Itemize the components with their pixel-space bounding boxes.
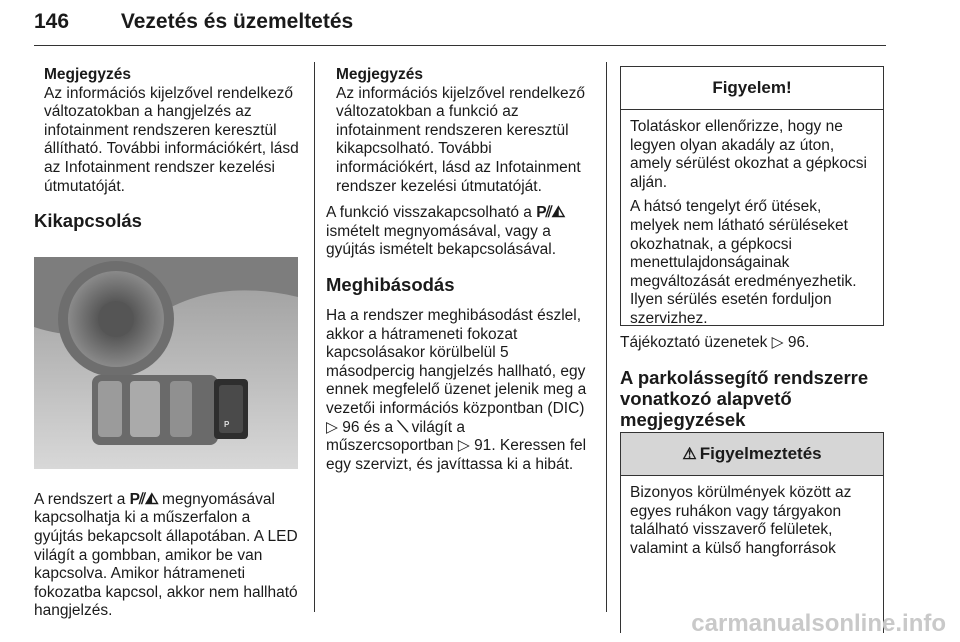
warning-header	[621, 433, 883, 476]
warning-body	[621, 476, 883, 566]
para2-d: . Keressen fel egy szervizt, és javíttassa ki a hibát.	[326, 437, 587, 473]
page-ref-96[interactable]: 96	[787, 334, 806, 351]
note-title: Megjegyzés	[336, 66, 424, 83]
para-after: megnyomásával kapcsolhatja ki a műszerfalon a gyújtás bekapcsolt állapotában. A LED világít a gombban, amikor be van kapcsolva. Amikor hátrameneti fokozatba kapcsol, akkor nem hallható hangjelzés.	[34, 490, 298, 620]
caution-title: Figyelem!	[621, 67, 883, 110]
para2-a: Ha a rendszer meghibásodást észlel, akkor a hátrameneti fokozat kapcsolásakor körülbelül 5 másodpercig hangjelzés hallható, egy ennek megfelelő üzenet jelenik meg a vezetői információs központban (DIC)	[326, 306, 587, 417]
info-before: Tájékoztató üzenetek	[620, 334, 768, 351]
para1-before: A funkció visszakapcsolható a	[326, 204, 532, 222]
caution-body	[621, 110, 883, 337]
note-box	[34, 66, 302, 196]
watermark: carmanualsonline.info	[691, 610, 946, 637]
page-header	[34, 10, 353, 34]
note-title: Megjegyzés	[44, 66, 132, 83]
park-assist-icon: P⫽◭	[129, 490, 158, 508]
note-box	[326, 66, 596, 196]
malfunction-paragraph	[326, 307, 596, 474]
warning-title: Figyelmeztetés	[699, 444, 822, 463]
page-ref-91[interactable]: 91	[474, 437, 492, 455]
para1-after: ismételt megnyomásával, vagy a gyújtás ismételt bekapcsolásával.	[326, 222, 557, 259]
warning-box	[620, 432, 884, 633]
info-messages-line	[620, 334, 886, 353]
dashboard-switch-photo	[34, 257, 298, 469]
column-3-text	[620, 334, 886, 442]
note-text: Az információs kijelzővel rendelkező változatokban a hangjelzés az infotainment rendszeren keresztül állítható. További információkért, lásd az Infotainment rendszer kezelési útmutatóját.	[44, 84, 299, 195]
page-ref-96[interactable]: 96	[342, 418, 360, 436]
column-2	[326, 66, 596, 474]
caution-paragraph-2: A hátsó tengelyt érő ütések, melyek nem látható sérüléseket okozhatnak, a gépkocsi menettulajdonságainak megváltozását eredményezhetik. Ilyen sérülés esetén forduljon szervizhez.	[630, 198, 857, 327]
section-heading-parkolassegito: A parkolássegítő rendszerre vonatkozó alapvető megjegyzések	[620, 366, 869, 430]
park-assist-icon: P⫽◭	[536, 204, 565, 222]
ref-arrow-icon: ▷	[457, 437, 470, 455]
kikapcsolas-paragraph	[34, 491, 302, 621]
section-heading-meghibasodas: Meghibásodás	[326, 273, 455, 295]
info-after: .	[805, 334, 810, 351]
para2-c: világít a műszercsoportban	[326, 418, 466, 455]
section-heading-kikapcsolas: Kikapcsolás	[34, 210, 142, 232]
header-rule	[34, 45, 886, 46]
warning-text: Bizonyos körülmények között az egyes ruhákon vagy tárgyakon található visszaverő felületek, valamint a külső hangforrások	[630, 484, 852, 557]
column-divider-2	[606, 62, 607, 612]
caution-box	[620, 66, 884, 326]
svg-text:P: P	[224, 420, 230, 430]
column-divider-1	[314, 62, 315, 612]
caution-paragraph-1: Tolatáskor ellenőrizze, hogy ne legyen olyan akadály az úton, amely sérülést okozhat a gépkocsi alján.	[630, 118, 867, 191]
note-text: Az információs kijelzővel rendelkező változatokban a funkció az infotainment rendszeren keresztül kikapcsolható. További információkért, lásd az Infotainment rendszer kezelési útmutatóját.	[336, 84, 585, 195]
column-1	[34, 66, 302, 621]
ref-arrow-icon: ▷	[771, 334, 784, 351]
reactivate-paragraph	[326, 204, 596, 260]
ref-arrow-icon: ▷	[326, 418, 338, 436]
page-title: Vezetés és üzemeltetés	[120, 10, 354, 33]
page-number: 146	[34, 10, 70, 33]
warning-triangle-icon: ⚠	[682, 446, 697, 463]
wrench-icon: ⟍	[397, 418, 408, 436]
para-before: A rendszert a	[34, 490, 126, 508]
para2-b: és a	[363, 418, 394, 436]
